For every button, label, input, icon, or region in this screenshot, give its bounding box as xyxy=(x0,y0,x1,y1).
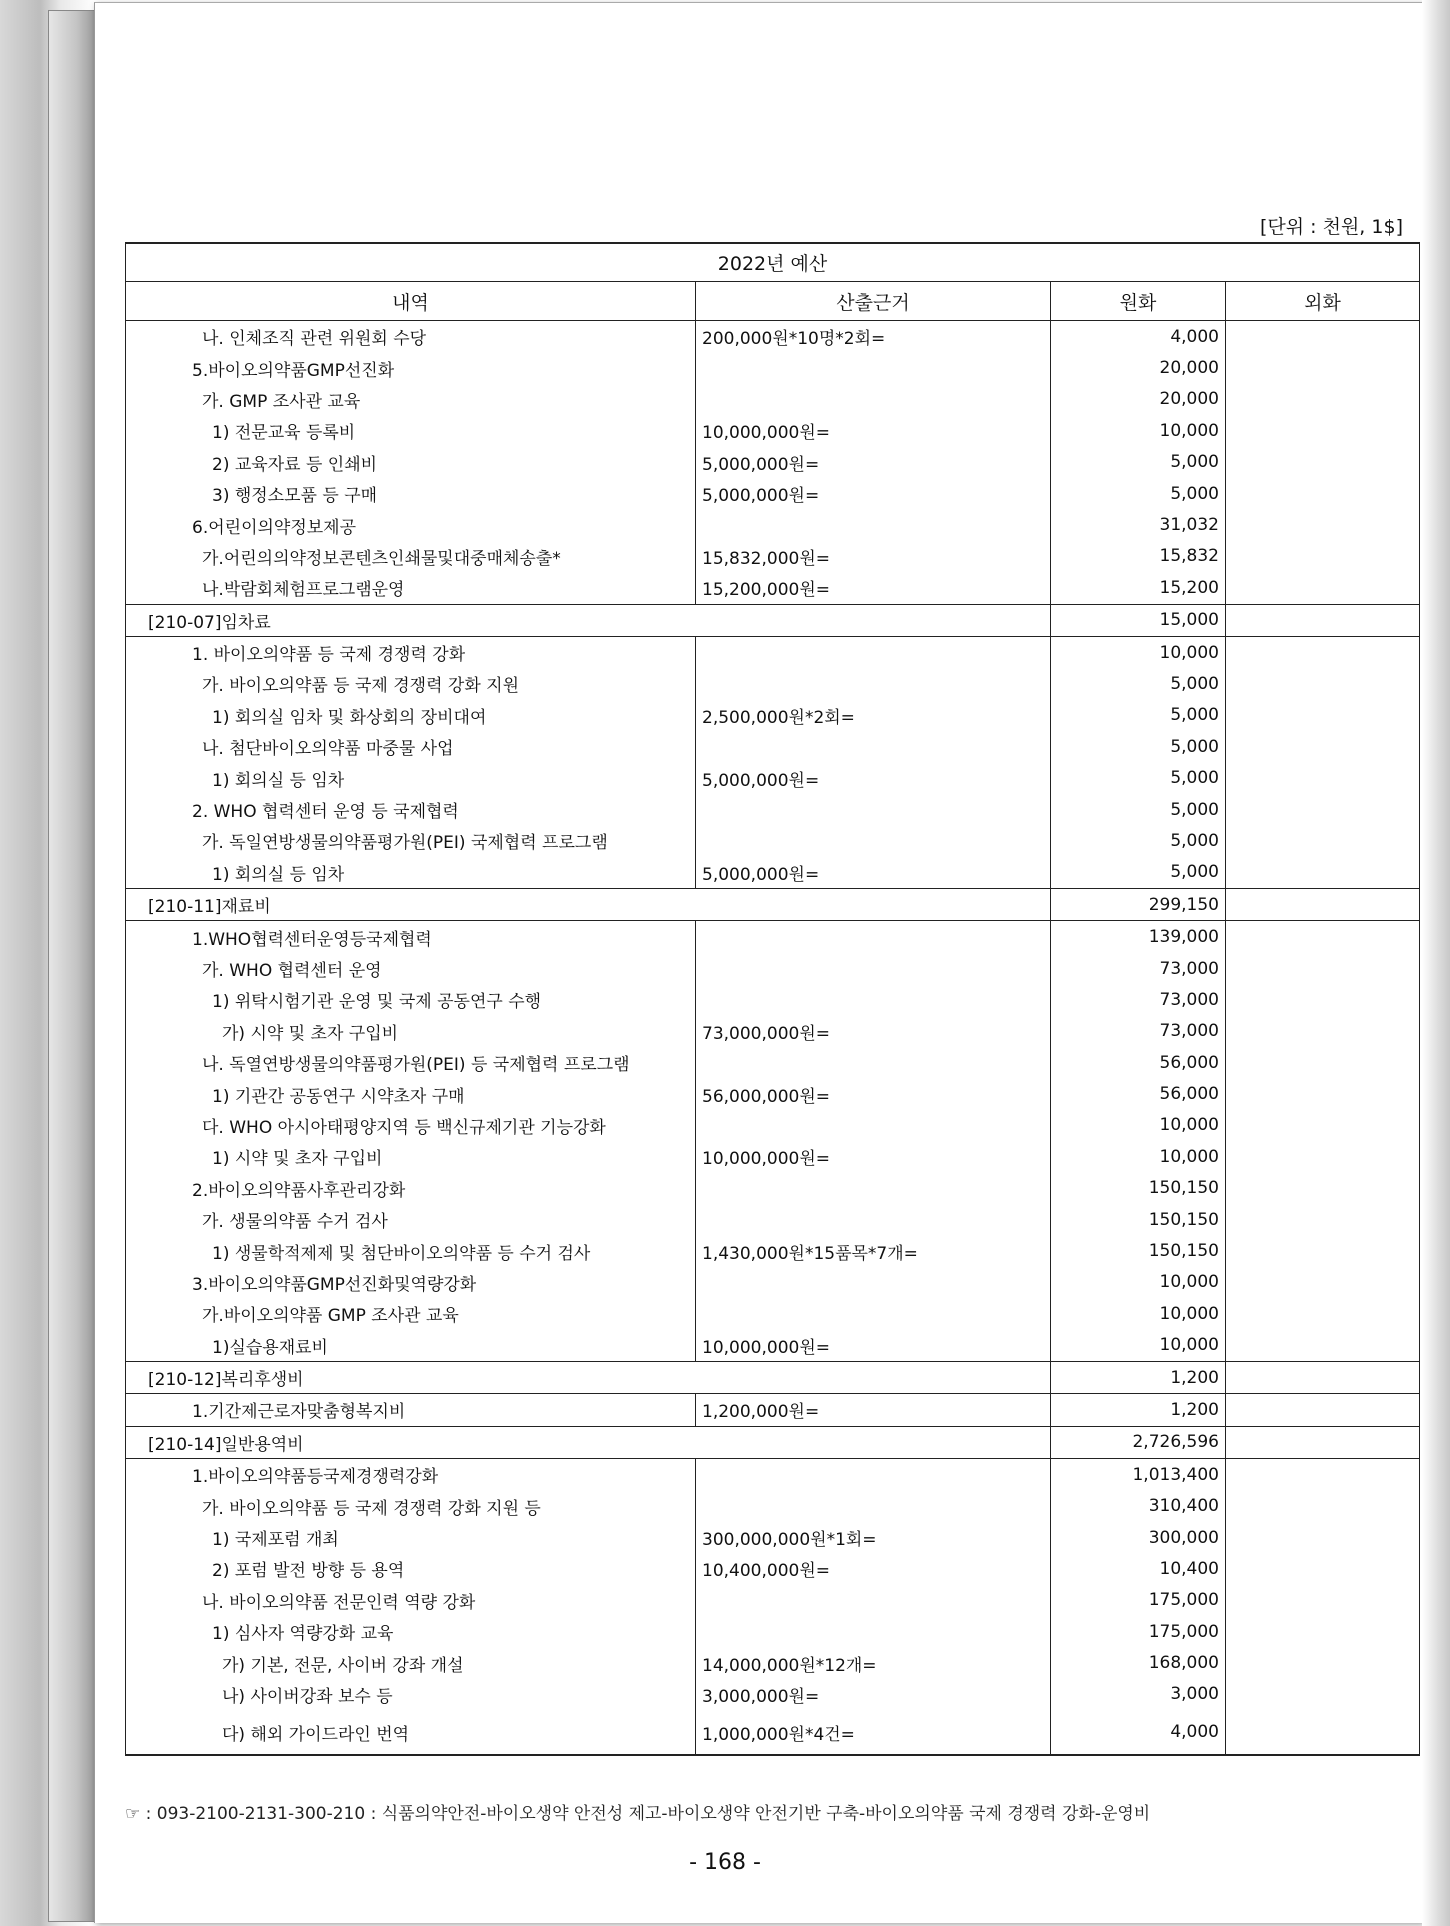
basis-cell xyxy=(696,384,1051,415)
item-cell: 5.바이오의약품GMP선진화 xyxy=(126,352,696,383)
basis-cell: 5,000,000원= xyxy=(696,478,1051,509)
basis-cell xyxy=(696,1204,1051,1235)
table-row xyxy=(126,1394,1420,1426)
foreign-cell xyxy=(1226,1267,1420,1298)
foreign-cell xyxy=(1226,1110,1420,1141)
item-cell: 가. 바이오의약품 등 국제 경쟁력 강화 지원 xyxy=(126,668,696,699)
foreign-cell xyxy=(1226,541,1420,572)
krw-cell: 10,000 xyxy=(1051,1141,1226,1172)
item-cell: 1) 위탁시험기관 운영 및 국제 공동연구 수행 xyxy=(126,984,696,1015)
krw-cell: 20,000 xyxy=(1051,384,1226,415)
table-title: 2022년 예산 xyxy=(126,243,1420,282)
item-cell: 가) 기본, 전문, 사이버 강좌 개설 xyxy=(126,1647,696,1678)
krw-cell: 1,200 xyxy=(1051,1361,1226,1393)
item-cell: 가. 바이오의약품 등 국제 경쟁력 강화 지원 등 xyxy=(126,1490,696,1521)
foreign-cell xyxy=(1226,1173,1420,1204)
foreign-cell xyxy=(1226,921,1420,953)
item-cell: 가.바이오의약품 GMP 조사관 교육 xyxy=(126,1298,696,1329)
krw-cell: 15,832 xyxy=(1051,541,1226,572)
table-row xyxy=(126,1110,1420,1141)
foreign-cell xyxy=(1226,1553,1420,1584)
item-cell: 1) 회의실 임차 및 화상회의 장비대여 xyxy=(126,700,696,731)
item-cell: 가) 시약 및 초자 구입비 xyxy=(126,1016,696,1047)
foreign-cell xyxy=(1226,384,1420,415)
basis-cell xyxy=(696,1298,1051,1329)
basis-cell: 73,000,000원= xyxy=(696,1016,1051,1047)
item-cell: 2) 포럼 발전 방향 등 용역 xyxy=(126,1553,696,1584)
foreign-cell xyxy=(1226,1616,1420,1647)
foreign-cell xyxy=(1226,1016,1420,1047)
basis-cell xyxy=(696,668,1051,699)
basis-cell xyxy=(696,794,1051,825)
table-row xyxy=(126,731,1420,762)
krw-cell: 5,000 xyxy=(1051,700,1226,731)
krw-cell: 10,000 xyxy=(1051,1298,1226,1329)
foreign-cell xyxy=(1226,857,1420,889)
foreign-cell xyxy=(1226,825,1420,856)
basis-cell xyxy=(696,953,1051,984)
foreign-cell xyxy=(1226,1141,1420,1172)
table-row xyxy=(126,1047,1420,1078)
foreign-cell xyxy=(1226,668,1420,699)
item-cell: 1) 시약 및 초자 구입비 xyxy=(126,1141,696,1172)
foreign-cell xyxy=(1226,604,1420,636)
item-cell: 나. 첨단바이오의약품 마중물 사업 xyxy=(126,731,696,762)
basis-cell xyxy=(696,1490,1051,1521)
foreign-cell xyxy=(1226,1047,1420,1078)
krw-cell: 56,000 xyxy=(1051,1047,1226,1078)
page-right-edge xyxy=(1422,0,1450,1926)
foreign-cell xyxy=(1226,1522,1420,1553)
table-row xyxy=(126,825,1420,856)
table-row xyxy=(126,1585,1420,1616)
book-spine xyxy=(48,10,95,1922)
basis-cell: 10,400,000원= xyxy=(696,1553,1051,1584)
basis-cell xyxy=(696,731,1051,762)
item-cell: 다. WHO 아시아태평양지역 등 백신규제기관 기능강화 xyxy=(126,1110,696,1141)
table-row xyxy=(126,1016,1420,1047)
basis-cell: 2,500,000원*2회= xyxy=(696,700,1051,731)
krw-cell: 150,150 xyxy=(1051,1204,1226,1235)
krw-cell: 5,000 xyxy=(1051,794,1226,825)
item-cell: 가. 생물의약품 수거 검사 xyxy=(126,1204,696,1235)
item-cell: [210-11]재료비 xyxy=(126,889,1051,921)
basis-cell xyxy=(696,1585,1051,1616)
foreign-cell xyxy=(1226,1459,1420,1491)
table-row xyxy=(126,794,1420,825)
item-cell: 1) 생물학적제제 및 첨단바이오의약품 등 수거 검사 xyxy=(126,1235,696,1266)
item-cell: 3.바이오의약품GMP선진화및역량강화 xyxy=(126,1267,696,1298)
krw-cell: 5,000 xyxy=(1051,478,1226,509)
krw-cell: 3,000 xyxy=(1051,1679,1226,1710)
unit-label: [단위 : 천원, 1$] xyxy=(1260,216,1403,238)
item-cell: 나. 인체조직 관련 위원회 수당 xyxy=(126,321,696,353)
table-row xyxy=(126,1173,1420,1204)
basis-cell: 200,000원*10명*2회= xyxy=(696,321,1051,353)
krw-cell: 15,200 xyxy=(1051,572,1226,604)
foreign-cell xyxy=(1226,1204,1420,1235)
foreign-cell xyxy=(1226,1235,1420,1266)
krw-cell: 5,000 xyxy=(1051,762,1226,793)
item-cell: 1) 국제포럼 개최 xyxy=(126,1522,696,1553)
item-cell: 2. WHO 협력센터 운영 등 국제협력 xyxy=(126,794,696,825)
foreign-cell xyxy=(1226,700,1420,731)
krw-cell: 10,000 xyxy=(1051,1267,1226,1298)
foreign-cell xyxy=(1226,1361,1420,1393)
basis-cell xyxy=(696,1110,1051,1141)
basis-cell: 3,000,000원= xyxy=(696,1679,1051,1710)
table-row xyxy=(126,953,1420,984)
krw-cell: 73,000 xyxy=(1051,953,1226,984)
table-row xyxy=(126,636,1420,668)
table-row xyxy=(126,1141,1420,1172)
krw-cell: 175,000 xyxy=(1051,1585,1226,1616)
item-cell: 1) 전문교육 등록비 xyxy=(126,415,696,446)
krw-cell: 10,000 xyxy=(1051,415,1226,446)
basis-cell xyxy=(696,509,1051,540)
item-cell: 1.바이오의약품등국제경쟁력강화 xyxy=(126,1459,696,1491)
item-cell: 가. GMP 조사관 교육 xyxy=(126,384,696,415)
page-number: - 168 - xyxy=(689,1850,761,1875)
krw-cell: 4,000 xyxy=(1051,321,1226,353)
basis-cell: 10,000,000원= xyxy=(696,1141,1051,1172)
foreign-cell xyxy=(1226,415,1420,446)
foreign-cell xyxy=(1226,1710,1420,1755)
table-row xyxy=(126,1426,1420,1458)
krw-cell: 10,400 xyxy=(1051,1553,1226,1584)
item-cell: 6.어린이의약정보제공 xyxy=(126,509,696,540)
foreign-cell xyxy=(1226,1330,1420,1362)
table-row xyxy=(126,1616,1420,1647)
table-row xyxy=(126,384,1420,415)
item-cell: 나) 사이버강좌 보수 등 xyxy=(126,1679,696,1710)
krw-cell: 175,000 xyxy=(1051,1616,1226,1647)
table-row xyxy=(126,1361,1420,1393)
basis-cell xyxy=(696,921,1051,953)
basis-cell: 300,000,000원*1회= xyxy=(696,1522,1051,1553)
basis-cell xyxy=(696,1459,1051,1491)
table-row xyxy=(126,857,1420,889)
basis-cell: 15,832,000원= xyxy=(696,541,1051,572)
krw-cell: 5,000 xyxy=(1051,447,1226,478)
foreign-cell xyxy=(1226,762,1420,793)
item-cell: [210-07]임차료 xyxy=(126,604,1051,636)
budget-table xyxy=(125,242,1420,1756)
table-body xyxy=(126,321,1420,1756)
table-row xyxy=(126,1267,1420,1298)
table-row xyxy=(126,889,1420,921)
krw-cell: 73,000 xyxy=(1051,984,1226,1015)
table-row xyxy=(126,604,1420,636)
foreign-cell xyxy=(1226,1078,1420,1109)
table-row xyxy=(126,1490,1420,1521)
header-item: 내역 xyxy=(126,282,696,321)
item-cell: 다) 해외 가이드라인 번역 xyxy=(126,1710,696,1755)
table-row xyxy=(126,572,1420,604)
table-row xyxy=(126,1553,1420,1584)
item-cell: 1)실습용재료비 xyxy=(126,1330,696,1362)
table-row xyxy=(126,352,1420,383)
table-row xyxy=(126,700,1420,731)
header-foreign: 외화 xyxy=(1226,282,1420,321)
basis-cell xyxy=(696,984,1051,1015)
krw-cell: 310,400 xyxy=(1051,1490,1226,1521)
krw-cell: 300,000 xyxy=(1051,1522,1226,1553)
krw-cell: 15,000 xyxy=(1051,604,1226,636)
basis-cell: 10,000,000원= xyxy=(696,415,1051,446)
table-row xyxy=(126,541,1420,572)
table-row xyxy=(126,1330,1420,1362)
krw-cell: 2,726,596 xyxy=(1051,1426,1226,1458)
krw-cell: 20,000 xyxy=(1051,352,1226,383)
krw-cell: 5,000 xyxy=(1051,857,1226,889)
foreign-cell xyxy=(1226,478,1420,509)
foreign-cell xyxy=(1226,1679,1420,1710)
basis-cell: 10,000,000원= xyxy=(696,1330,1051,1362)
basis-cell: 15,200,000원= xyxy=(696,572,1051,604)
table-row xyxy=(126,447,1420,478)
krw-cell: 139,000 xyxy=(1051,921,1226,953)
table-row xyxy=(126,1078,1420,1109)
item-cell: 나. 독열연방생물의약품평가원(PEI) 등 국제협력 프로그램 xyxy=(126,1047,696,1078)
item-cell: 2) 교육자료 등 인쇄비 xyxy=(126,447,696,478)
header-basis: 산출근거 xyxy=(696,282,1051,321)
basis-cell xyxy=(696,352,1051,383)
item-cell: 1) 회의실 등 임차 xyxy=(126,762,696,793)
basis-cell xyxy=(696,1616,1051,1647)
foreign-cell xyxy=(1226,984,1420,1015)
foreign-cell xyxy=(1226,1426,1420,1458)
item-cell: 1. 바이오의약품 등 국제 경쟁력 강화 xyxy=(126,636,696,668)
table-row xyxy=(126,1710,1420,1755)
table-row xyxy=(126,1679,1420,1710)
foreign-cell xyxy=(1226,889,1420,921)
item-cell: 나.박람회체험프로그램운영 xyxy=(126,572,696,604)
krw-cell: 168,000 xyxy=(1051,1647,1226,1678)
krw-cell: 10,000 xyxy=(1051,1330,1226,1362)
krw-cell: 5,000 xyxy=(1051,731,1226,762)
table-row xyxy=(126,1298,1420,1329)
table-row xyxy=(126,1647,1420,1678)
item-cell: 3) 행정소모품 등 구매 xyxy=(126,478,696,509)
item-cell: [210-14]일반용역비 xyxy=(126,1426,1051,1458)
item-cell: 1.기간제근로자맞춤형복지비 xyxy=(126,1394,696,1426)
krw-cell: 5,000 xyxy=(1051,825,1226,856)
foreign-cell xyxy=(1226,352,1420,383)
krw-cell: 5,000 xyxy=(1051,668,1226,699)
foreign-cell xyxy=(1226,447,1420,478)
footnote: ☞ : 093-2100-2131-300-210 : 식품의약안전-바이오생약 안전성 제고-바이오생약 안전기반 구축-바이오의약품 국제 경쟁력 강화-운영비 xyxy=(125,1804,1151,1824)
header-krw: 원화 xyxy=(1051,282,1226,321)
table-row xyxy=(126,509,1420,540)
table-row xyxy=(126,1235,1420,1266)
krw-cell: 56,000 xyxy=(1051,1078,1226,1109)
foreign-cell xyxy=(1226,731,1420,762)
foreign-cell xyxy=(1226,1585,1420,1616)
table-row xyxy=(126,321,1420,353)
table-row xyxy=(126,478,1420,509)
basis-cell xyxy=(696,825,1051,856)
foreign-cell xyxy=(1226,1394,1420,1426)
basis-cell: 5,000,000원= xyxy=(696,857,1051,889)
item-cell: 가. WHO 협력센터 운영 xyxy=(126,953,696,984)
item-cell: 1.WHO협력센터운영등국제협력 xyxy=(126,921,696,953)
item-cell: 가. 독일연방생물의약품평가원(PEI) 국제협력 프로그램 xyxy=(126,825,696,856)
krw-cell: 1,013,400 xyxy=(1051,1459,1226,1491)
basis-cell xyxy=(696,636,1051,668)
table-row xyxy=(126,762,1420,793)
table-row xyxy=(126,1522,1420,1553)
krw-cell: 299,150 xyxy=(1051,889,1226,921)
foreign-cell xyxy=(1226,572,1420,604)
krw-cell: 10,000 xyxy=(1051,636,1226,668)
foreign-cell xyxy=(1226,794,1420,825)
krw-cell: 150,150 xyxy=(1051,1235,1226,1266)
basis-cell: 5,000,000원= xyxy=(696,447,1051,478)
table-row xyxy=(126,1204,1420,1235)
table-row xyxy=(126,415,1420,446)
item-cell: 나. 바이오의약품 전문인력 역량 강화 xyxy=(126,1585,696,1616)
foreign-cell xyxy=(1226,1298,1420,1329)
krw-cell: 73,000 xyxy=(1051,1016,1226,1047)
krw-cell: 150,150 xyxy=(1051,1173,1226,1204)
item-cell: [210-12]복리후생비 xyxy=(126,1361,1051,1393)
krw-cell: 1,200 xyxy=(1051,1394,1226,1426)
foreign-cell xyxy=(1226,509,1420,540)
table-row xyxy=(126,1459,1420,1491)
foreign-cell xyxy=(1226,1490,1420,1521)
item-cell: 2.바이오의약품사후관리강화 xyxy=(126,1173,696,1204)
table-row xyxy=(126,668,1420,699)
krw-cell: 31,032 xyxy=(1051,509,1226,540)
item-cell: 1) 회의실 등 임차 xyxy=(126,857,696,889)
krw-cell: 4,000 xyxy=(1051,1710,1226,1755)
basis-cell xyxy=(696,1267,1051,1298)
item-cell: 가.어린의의약정보콘텐츠인쇄물및대중매체송출* xyxy=(126,541,696,572)
item-cell: 1) 기관간 공동연구 시약초자 구매 xyxy=(126,1078,696,1109)
foreign-cell xyxy=(1226,953,1420,984)
basis-cell xyxy=(696,1173,1051,1204)
basis-cell: 1,000,000원*4건= xyxy=(696,1710,1051,1755)
basis-cell: 1,430,000원*15품목*7개= xyxy=(696,1235,1051,1266)
foreign-cell xyxy=(1226,636,1420,668)
basis-cell: 14,000,000원*12개= xyxy=(696,1647,1051,1678)
table-row xyxy=(126,921,1420,953)
item-cell: 1) 심사자 역량강화 교육 xyxy=(126,1616,696,1647)
basis-cell: 56,000,000원= xyxy=(696,1078,1051,1109)
foreign-cell xyxy=(1226,1647,1420,1678)
foreign-cell xyxy=(1226,321,1420,353)
basis-cell: 5,000,000원= xyxy=(696,762,1051,793)
table-row xyxy=(126,984,1420,1015)
basis-cell: 1,200,000원= xyxy=(696,1394,1051,1426)
krw-cell: 10,000 xyxy=(1051,1110,1226,1141)
basis-cell xyxy=(696,1047,1051,1078)
